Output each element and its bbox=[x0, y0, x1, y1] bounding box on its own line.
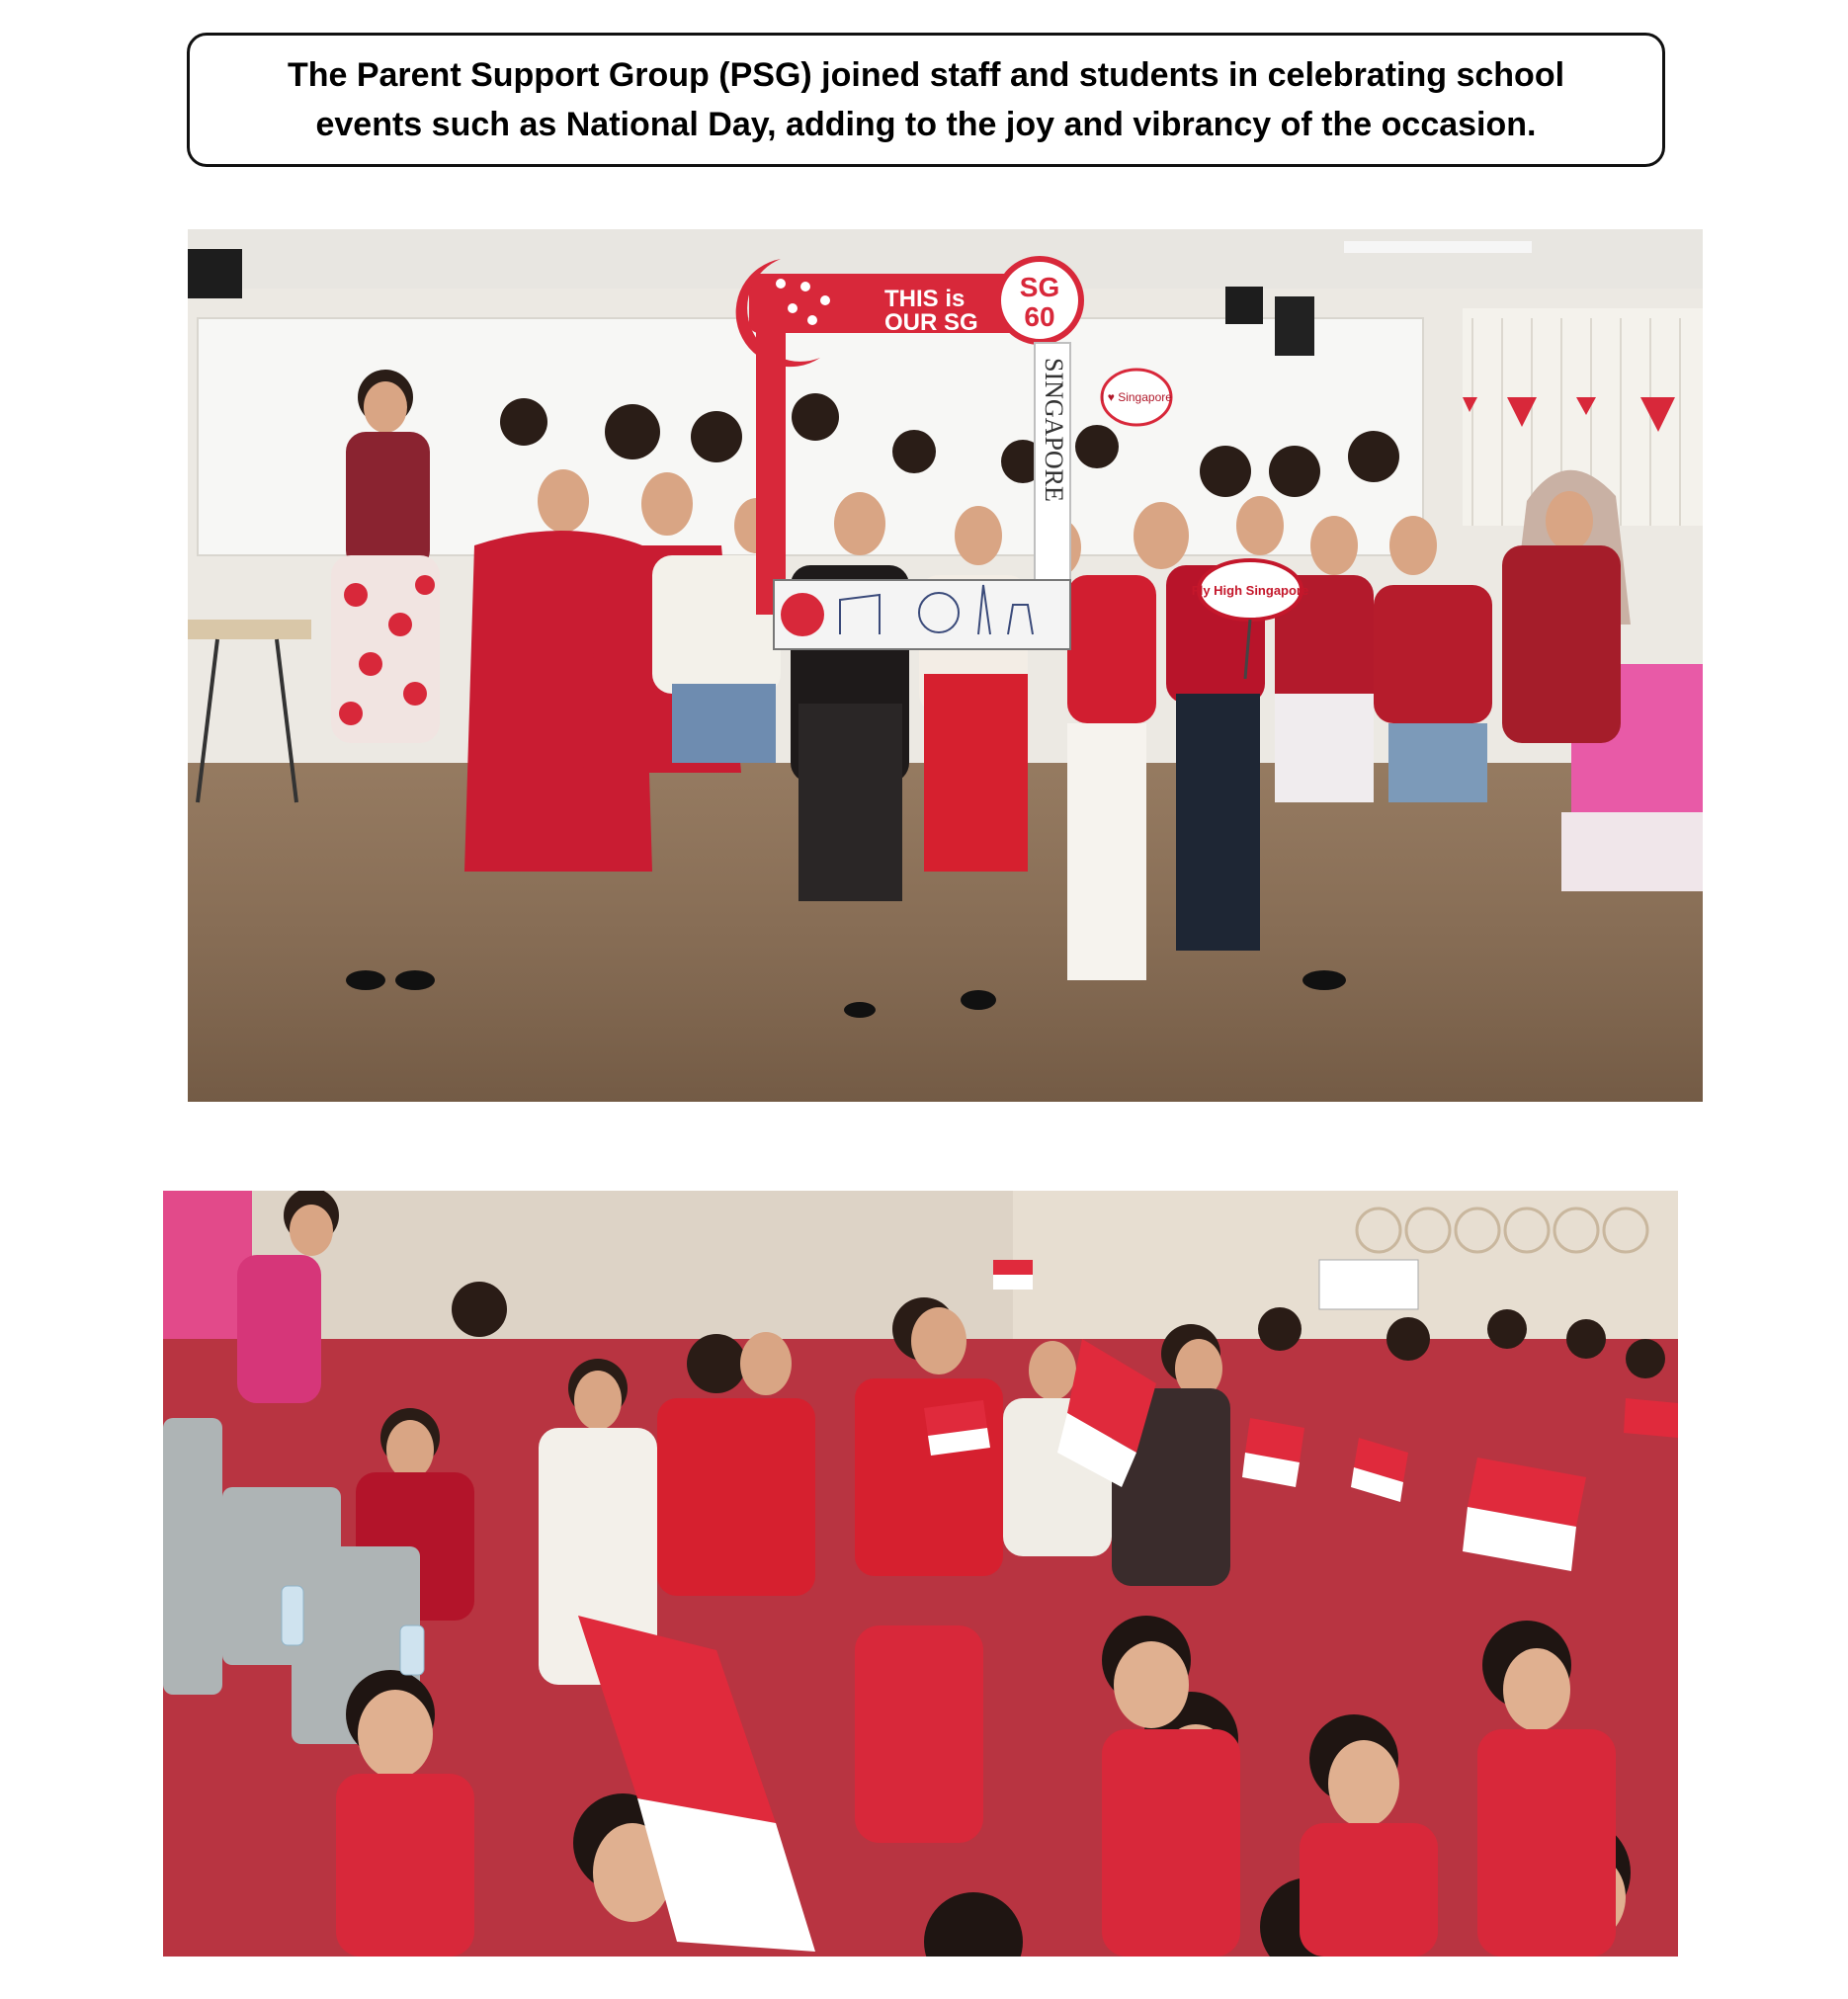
held-sign-text: Fly High Singapore bbox=[1191, 583, 1309, 598]
photo-psg-group-illustration bbox=[188, 229, 1703, 1102]
caption-line-1: The Parent Support Group (PSG) joined staff and students in celebrating school bbox=[287, 56, 1565, 94]
wall-sign-text: I ♥ Singapore bbox=[1101, 390, 1172, 404]
caption-line-2: events such as National Day, adding to the joy and vibrancy of the occasion. bbox=[315, 106, 1537, 143]
photo-national-day-illustration bbox=[163, 1191, 1678, 1957]
frame-side-text: SINGAPORE bbox=[1040, 358, 1068, 502]
caption-box bbox=[187, 33, 1665, 167]
photo-psg-group bbox=[188, 229, 1703, 1102]
frame-badge-1: SG bbox=[1019, 272, 1060, 302]
frame-badge-2: 60 bbox=[1024, 301, 1055, 332]
frame-headline-2: OUR SG bbox=[884, 309, 978, 336]
photo-national-day-hall bbox=[163, 1191, 1678, 1957]
frame-headline-1: THIS is bbox=[884, 286, 966, 312]
caption-text bbox=[288, 50, 1564, 149]
